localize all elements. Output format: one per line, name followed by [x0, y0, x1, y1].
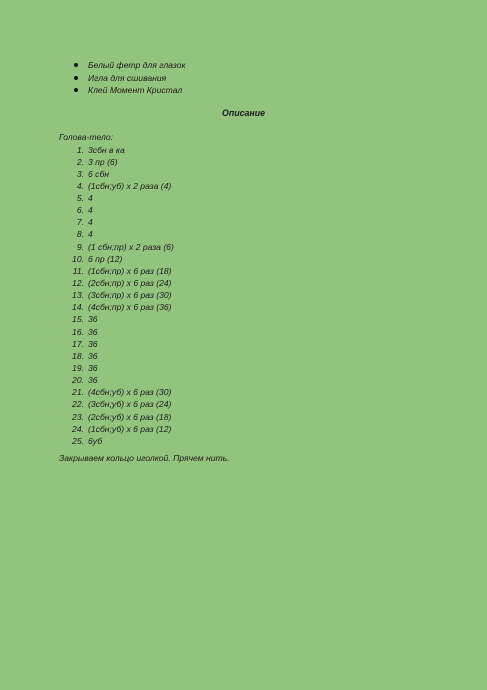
step-number: 12.	[72, 278, 84, 289]
step-number: 25.	[72, 435, 84, 446]
materials-item-text: Белый фетр для глазок	[88, 60, 186, 70]
step-item	[59, 435, 103, 447]
step-item	[59, 156, 118, 168]
step-text: (1 сбн;пр) х 2 раза (6)	[88, 241, 174, 252]
step-number: 8.	[76, 229, 84, 240]
step-item	[59, 228, 93, 240]
step-text: 4	[88, 229, 93, 240]
step-text: (3сбн;пр) х 6 раз (30)	[88, 290, 172, 301]
step-text: (4сбн;пр) х 6 раз (36)	[88, 302, 172, 313]
step-number: 6.	[76, 205, 84, 216]
step-text: 6 пр (12)	[88, 253, 123, 264]
step-item	[59, 398, 172, 410]
step-text: (4сбн;уб) х 6 раз (30)	[88, 387, 172, 398]
closing-note: Закрываем кольцо иголкой. Прячем нить.	[59, 453, 230, 463]
step-number: 18.	[72, 350, 84, 361]
step-item	[59, 180, 172, 192]
step-item	[59, 192, 93, 204]
step-item	[59, 350, 98, 362]
materials-item	[74, 59, 186, 72]
step-number: 1.	[76, 144, 84, 155]
step-number: 11.	[72, 265, 84, 276]
step-item	[59, 301, 172, 313]
step-number: 16.	[72, 326, 84, 337]
step-item	[59, 313, 98, 325]
step-text: (1сбн;пр) х 6 раз (18)	[88, 265, 172, 276]
step-number: 20.	[72, 375, 84, 386]
step-item	[59, 168, 110, 180]
step-item	[59, 338, 98, 350]
materials-item	[74, 72, 186, 85]
step-text: 36	[88, 350, 98, 361]
step-text: 3сбн в ка	[88, 144, 125, 155]
step-number: 17.	[72, 338, 84, 349]
step-text: 3 пр (6)	[88, 156, 118, 167]
step-number: 9.	[76, 241, 84, 252]
step-number: 3.	[76, 168, 84, 179]
section-label: Голова-тело:	[59, 132, 114, 142]
step-number: 10.	[72, 253, 84, 264]
materials-list	[74, 59, 186, 97]
step-item	[59, 326, 98, 338]
step-item	[59, 204, 93, 216]
step-item	[59, 277, 172, 289]
bullet-icon	[74, 76, 78, 80]
step-item	[59, 144, 125, 156]
step-text: (1сбн;уб) х 6 раз (12)	[88, 423, 172, 434]
step-item	[59, 216, 93, 228]
step-item	[59, 241, 174, 253]
step-item	[59, 253, 123, 265]
step-number: 13.	[72, 290, 84, 301]
step-number: 24.	[72, 423, 84, 434]
steps-list	[59, 144, 174, 448]
step-text: 4	[88, 217, 93, 228]
step-number: 23.	[72, 411, 84, 422]
step-text: 4	[88, 193, 93, 204]
step-text: 6уб	[88, 435, 103, 446]
step-text: (3сбн;уб) х 6 раз (24)	[88, 399, 172, 410]
step-number: 19.	[72, 363, 84, 374]
step-item	[59, 289, 172, 301]
materials-item-text: Клей Момент Кристал	[88, 85, 183, 95]
step-number: 2.	[76, 156, 84, 167]
step-text: 36	[88, 375, 98, 386]
step-number: 4.	[76, 180, 84, 191]
step-text: 36	[88, 314, 98, 325]
bullet-icon	[74, 88, 78, 92]
materials-item	[74, 84, 186, 97]
step-number: 7.	[76, 217, 84, 228]
materials-item-text: Игла для сшивания	[88, 72, 167, 83]
step-number: 14.	[72, 302, 84, 313]
bullet-icon	[74, 63, 78, 67]
step-text: 4	[88, 205, 93, 216]
step-text: 36	[88, 338, 98, 349]
step-text: 6 сбн	[88, 168, 110, 179]
step-number: 21.	[72, 387, 84, 398]
step-item	[59, 411, 172, 423]
step-text: 36	[88, 326, 98, 337]
step-text: (1сбн;уб) х 2 раза (4)	[88, 180, 172, 191]
step-text: 36	[88, 363, 98, 374]
step-text: (2сбн;уб) х 6 раз (18)	[88, 411, 172, 422]
step-item	[59, 265, 172, 277]
step-number: 15.	[72, 314, 84, 325]
step-item	[59, 423, 172, 435]
step-item	[59, 374, 98, 386]
step-number: 5.	[76, 193, 84, 204]
section-heading: Описание	[222, 108, 265, 118]
step-item	[59, 386, 172, 398]
step-number: 22.	[72, 399, 84, 410]
step-text: (2сбн;пр) х 6 раз (24)	[88, 278, 172, 289]
step-item	[59, 362, 98, 374]
